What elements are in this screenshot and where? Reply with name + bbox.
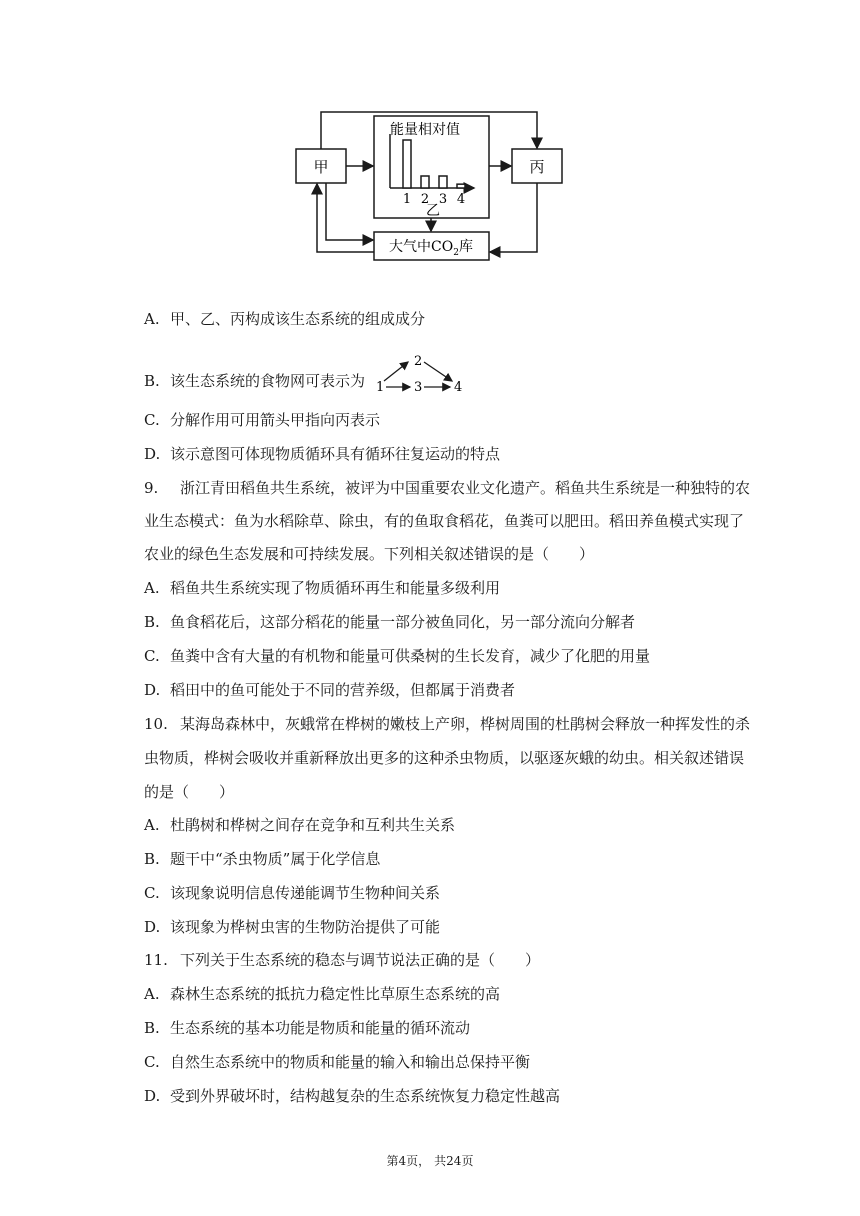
q10-stem-line-1	[144, 714, 750, 734]
stem-text: 浙江青田稻鱼共生系统，被评为中国重要农业文化遗产。稻鱼共生系统是一种独特的农	[180, 479, 751, 497]
option-label: C.	[144, 1053, 160, 1071]
option-text: 稻田中的鱼可能处于不同的营养级，但都属于消费者	[170, 681, 516, 699]
food-web-node-4: 4	[453, 380, 463, 395]
option-text: 稻鱼共生系统实现了物质循环再生和能量多级利用	[170, 579, 501, 597]
q9-stem-line-2: 业生态模式：鱼为水稻除草、除虫，有的鱼取食稻花，鱼粪可以肥田。稻田养鱼模式实现了	[144, 512, 745, 530]
q8-option-d	[144, 444, 500, 464]
option-label: A.	[144, 310, 160, 328]
q11-option-c	[144, 1052, 530, 1072]
q11-option-d	[144, 1086, 560, 1106]
q11-option-a	[144, 984, 500, 1004]
option-label: B.	[144, 372, 160, 390]
food-web-arrow-1-2	[384, 362, 408, 381]
q8-option-a	[144, 309, 425, 329]
option-text: 题干中“杀虫物质”属于化学信息	[170, 850, 381, 868]
option-text: 该现象为桦树虫害的生物防治提供了可能	[170, 918, 441, 936]
option-text: 自然生态系统中的物质和能量的输入和输出总保持平衡	[170, 1053, 531, 1071]
food-web-node-1: 1	[375, 380, 385, 395]
food-web-diagram	[374, 352, 470, 396]
arrow-jia-to-co2	[326, 183, 373, 240]
bar-tick-label-4: 4	[456, 192, 466, 207]
stem-text: 下列关于生态系统的稳态与调节说法正确的是（ ）	[180, 951, 541, 969]
page-footer	[0, 1152, 860, 1169]
q11-option-b	[144, 1018, 470, 1038]
q9-option-b	[144, 612, 635, 632]
q10-option-d	[144, 917, 440, 937]
option-text: 森林生态系统的抵抗力稳定性比草原生态系统的高	[170, 985, 501, 1003]
option-text: 鱼食稻花后，这部分稻花的能量一部分被鱼同化，另一部分流向分解者	[170, 613, 636, 631]
bar-tick-label-1: 1	[402, 192, 412, 207]
question-number: 11.	[144, 951, 168, 969]
q10-option-a	[144, 815, 455, 835]
q8-option-c	[144, 410, 380, 430]
q8-option-b	[144, 354, 470, 404]
option-text: 生态系统的基本功能是物质和能量的循环流动	[170, 1019, 471, 1037]
option-label: C.	[144, 647, 160, 665]
option-text: 该生态系统的食物网可表示为	[170, 372, 366, 390]
q10-option-b	[144, 849, 380, 869]
q9-option-d	[144, 680, 515, 700]
box-yi-label: 乙	[426, 203, 440, 219]
food-web-arrow-2-4	[424, 362, 452, 381]
option-label: D.	[144, 445, 161, 463]
option-label: D.	[144, 918, 161, 936]
option-text: 甲、乙、丙构成该生态系统的组成成分	[170, 310, 426, 328]
option-text: 分解作用可用箭头甲指向丙表示	[170, 411, 381, 429]
question-number: 9.	[144, 479, 159, 497]
co2-suffix: 库	[458, 239, 473, 255]
co2-sub: 2	[453, 248, 459, 258]
energy-bar-2	[421, 176, 429, 188]
q10-option-c	[144, 883, 440, 903]
q9-stem-line-3: 农业的绿色生态发展和可持续发展。下列相关叙述错误的是（ ）	[144, 545, 595, 563]
option-text: 杜鹃树和桦树之间存在竞争和互利共生关系	[170, 816, 456, 834]
co2-prefix: 大气中CO	[389, 239, 454, 255]
q11-stem-line-1	[144, 950, 540, 970]
bar-tick-label-2: 2	[420, 192, 430, 207]
bar-tick-label-3: 3	[438, 192, 448, 207]
page-total: 共24页	[434, 1154, 474, 1168]
option-label: C.	[144, 884, 160, 902]
option-label: C.	[144, 411, 160, 429]
energy-bar-3	[439, 176, 447, 188]
option-label: A.	[144, 579, 160, 597]
box-jia-label: 甲	[313, 158, 329, 176]
box-bing-label: 丙	[529, 158, 545, 176]
option-text: 该示意图可体现物质循环具有循环往复运动的特点	[170, 445, 501, 463]
page-number: 第4页，	[386, 1154, 431, 1168]
option-label: B.	[144, 1019, 160, 1037]
arrow-bing-to-co2	[490, 183, 537, 252]
option-label: B.	[144, 850, 160, 868]
box-yi-title: 能量相对值	[390, 122, 460, 138]
option-label: A.	[144, 985, 160, 1003]
food-web-node-3: 3	[413, 380, 423, 395]
option-label: D.	[144, 1087, 161, 1105]
q10-stem-line-3: 的是（ ）	[144, 783, 235, 801]
question-number: 10.	[144, 715, 168, 733]
energy-bar-4	[457, 184, 465, 188]
option-label: D.	[144, 681, 161, 699]
option-text: 该现象说明信息传递能调节生物种间关系	[170, 884, 441, 902]
food-web-node-2: 2	[413, 354, 423, 369]
stem-text: 某海岛森林中，灰蛾常在桦树的嫩枝上产卵，桦树周围的杜鹃树会释放一种挥发性的杀	[180, 715, 751, 733]
q9-option-a	[144, 578, 500, 598]
option-text: 受到外界破坏时，结构越复杂的生态系统恢复力稳定性越高	[170, 1087, 561, 1105]
energy-bar-1	[403, 140, 411, 188]
q9-option-c	[144, 646, 650, 666]
option-text: 鱼粪中含有大量的有机物和能量可供桑树的生长发育，减少了化肥的用量	[170, 647, 651, 665]
option-label: B.	[144, 613, 160, 631]
option-label: A.	[144, 816, 160, 834]
q9-stem-line-1	[144, 478, 750, 498]
ecosystem-diagram	[290, 106, 580, 268]
q10-stem-line-2: 虫物质，桦树会吸收并重新释放出更多的这种杀虫物质，以驱逐灰蛾的幼虫。相关叙述错误	[144, 749, 745, 767]
